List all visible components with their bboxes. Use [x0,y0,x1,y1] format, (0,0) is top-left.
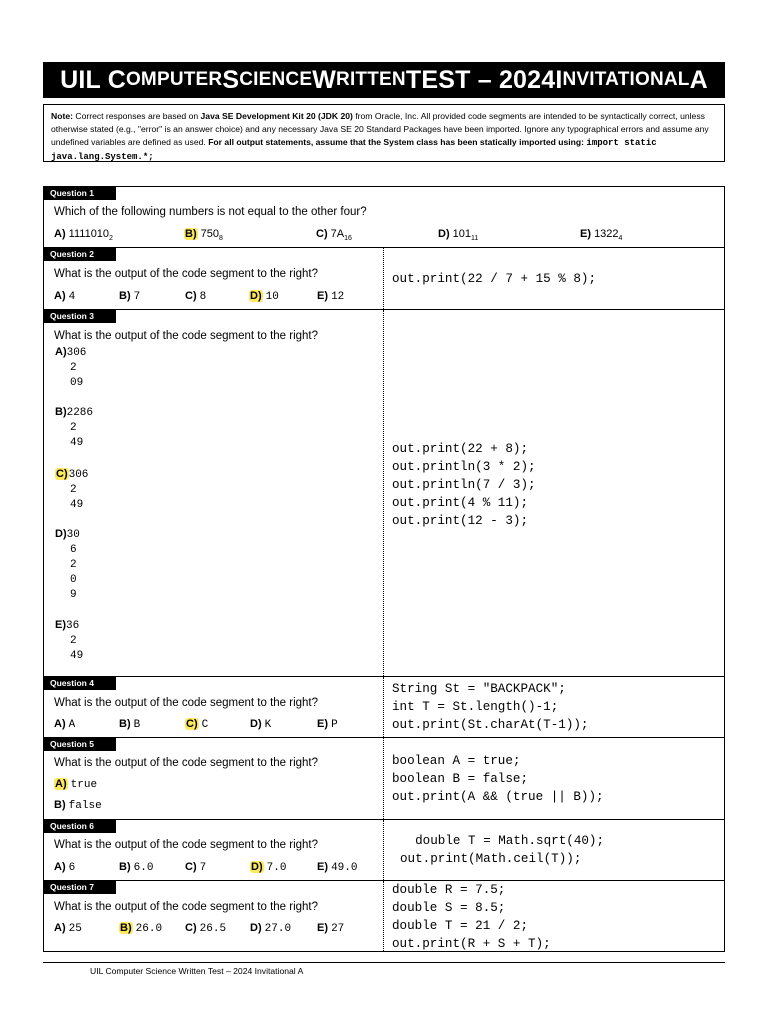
question-label: Question 2 [44,248,116,261]
answer-a [54,718,75,731]
code-segment: double R = 7.5; double S = 8.5; double T = 21 / 2; out.print(R + S + T); [392,883,551,951]
answer-d [249,290,279,303]
page-footer: UIL Computer Science Written Test – 2024 Invitational A [90,966,304,976]
title-part: CIENCE [239,69,313,90]
answer-letter: A) [54,922,66,934]
answer-line: 49 [70,650,84,662]
answer-letter: A) [54,290,66,302]
answer-value: 27 [331,923,345,935]
answer-line: 2 [70,362,77,374]
answer-b [119,922,162,935]
answer-line: 6 [70,544,77,556]
answer-line: 2286 [66,407,94,419]
question-label: Question 1 [44,187,116,200]
answer-letter: D) [55,528,67,540]
title-part: NVITATIONAL [562,69,690,90]
note-label: Note: [51,111,73,121]
answer-line: 2 [70,484,77,496]
answer-c [185,861,206,874]
answer-letter: B) [119,861,131,873]
code-segment: double T = Math.sqrt(40); out.print(Math.ceil(T)); [400,834,605,866]
question-1 [43,186,725,248]
answer-c [316,228,352,242]
answer-e [317,922,344,935]
answer-letter: B) [55,406,67,418]
answer-base: 8 [219,235,223,243]
answer-letter: A) [54,228,66,240]
question-5 [43,737,725,820]
column-divider [383,820,384,880]
answer-letter-selected: C) [56,468,68,480]
answer-e [317,718,338,731]
column-divider [383,310,384,676]
answer-letter: B) [119,718,131,730]
answer-line: 2 [70,559,77,571]
column-divider [383,248,384,309]
note-code: import static java.lang.System.*; [51,138,657,162]
answer-letter: C) [185,922,197,934]
answer-letter: A) [54,718,66,730]
answer-a [54,778,97,791]
answer-e [580,228,622,242]
answer-d [55,527,80,603]
answer-value: A [68,719,76,731]
answer-letter: E) [55,619,66,631]
answer-letter: A) [55,346,67,358]
answer-letter-selected: A) [55,778,67,790]
title-part: W [312,65,337,94]
question-7 [43,880,725,952]
question-text: What is the output of the code segment to the right? [54,697,319,709]
answer-letter-selected: D) [251,861,263,873]
question-text: What is the output of the code segment to the right? [54,268,319,280]
question-3 [43,309,725,677]
answer-value: 7.0 [266,862,287,874]
answer-letter: D) [250,922,262,934]
answer-value: 101 [452,228,472,240]
answer-c [185,290,206,303]
code-segment: boolean A = true; boolean B = false; out.print(A && (true || B)); [392,754,604,804]
answer-value: 6.0 [133,862,154,874]
answer-a [54,228,113,242]
title-part: EST – 2024 [421,65,556,94]
column-divider [383,881,384,951]
answer-letter-selected: B) [120,922,132,934]
answer-letter-selected: D) [250,290,262,302]
answer-value: 1111010 [68,228,110,240]
answer-value: K [264,719,272,731]
answer-line: 0 [70,574,77,586]
answer-value: 7 [133,291,141,303]
code-segment: out.print(22 / 7 + 15 % 8); [392,272,597,286]
answer-value: 6 [68,862,76,874]
note-bold: For all output statements, assume that the System class has been statically imported using: [208,137,585,147]
answer-line: 30 [66,529,80,541]
answer-value: P [331,719,338,731]
answer-value: 27.0 [264,923,292,935]
answer-line: 306 [66,347,87,359]
answer-line: 49 [70,437,84,449]
answer-d [250,861,286,874]
answer-b [119,718,140,731]
answer-a [54,861,75,874]
code-segment: out.print(22 + 8); out.println(3 * 2); out.println(7 / 3); out.print(4 % 11); out.print(12 - 3); [392,442,536,528]
answer-value: 49.0 [331,862,358,874]
title-part: T [405,65,422,94]
column-divider [383,738,384,819]
answer-letter: E) [317,718,328,730]
answer-letter: B) [54,799,66,811]
answer-letter: E) [317,861,328,873]
question-text: What is the output of the code segment to the right? [54,757,319,769]
title-part: I [555,65,563,94]
footer-divider [43,962,725,963]
question-text: What is the output of the code segment to the right? [54,839,319,851]
answer-line: 2 [70,422,77,434]
page-title [43,62,725,98]
answer-d [250,718,271,731]
answer-line: 36 [66,620,80,632]
answer-letter: D) [438,228,450,240]
answer-letter: D) [250,718,262,730]
answer-value: C [201,719,209,731]
title-part: OMPUTER [125,69,223,90]
answer-c [185,718,208,731]
answer-value: 26.5 [199,923,227,935]
note-text: from Oracle, Inc. All provided code segments are intended to be syntactically correct, unless otherwise stated (e.g., "error" is an answer choice) and any necessary Java SE 20 Standard Packages have been imported. Ignore any typographical errors and assume any undefined variables are defined as used. [51,111,709,147]
answer-b [54,799,102,812]
answer-a [54,290,75,303]
answer-value: 12 [331,291,345,303]
code-segment: String St = "BACKPACK"; int T = St.length()-1; out.print(St.charAt(T-1)); [392,682,589,732]
answer-base: 16 [344,235,352,243]
answer-value: 750 [200,228,220,240]
answer-b [119,290,140,303]
column-divider [383,677,384,737]
question-label: Question 6 [44,820,116,833]
answer-letter-selected: C) [186,718,198,730]
answer-c [185,922,226,935]
question-label: Question 3 [44,310,116,323]
answer-line: 9 [70,589,77,601]
answer-line: 09 [70,377,84,389]
answer-b [184,228,223,242]
answer-letter: E) [580,228,591,240]
answer-value: 8 [199,291,207,303]
question-text: What is the output of the code segment to the right? [54,901,319,913]
instructions-note [43,104,725,162]
answer-letter: C) [316,228,328,240]
question-4 [43,676,725,738]
answer-letter: B) [119,290,131,302]
question-label: Question 7 [44,881,116,894]
answer-c [55,467,88,513]
answer-letter: E) [317,290,328,302]
question-label: Question 5 [44,738,116,751]
answer-line: 2 [70,635,77,647]
answer-value: B [133,719,141,731]
answer-base: 11 [471,235,479,243]
answer-letter: C) [185,290,197,302]
answer-letter-selected: B) [185,228,197,240]
answer-value: 26.0 [135,923,163,935]
answer-e [55,618,83,664]
answer-b [55,405,93,451]
answer-b [119,861,153,874]
title-part: RITTEN [336,69,406,90]
answer-value: 1322 [594,228,619,240]
question-6 [43,819,725,881]
note-bold: Java SE Development Kit 20 (JDK 20) [200,111,353,121]
answer-base: 2 [109,235,113,243]
answer-a [55,345,86,391]
answer-letter: C) [185,861,197,873]
answer-e [317,290,344,303]
answer-d [438,228,478,242]
answer-value: 4 [68,291,76,303]
title-part: S [222,65,240,94]
title-part: A [689,65,708,94]
answer-d [250,922,291,935]
answer-value: 7 [199,862,207,874]
answer-a [54,922,82,935]
answer-value: false [68,800,102,812]
note-text: Correct responses are based on [72,111,201,121]
question-text: What is the output of the code segment to the right? [54,330,319,342]
answer-value: true [70,779,98,791]
answer-letter: A) [54,861,66,873]
answer-line: 49 [70,499,84,511]
answer-value: 25 [68,923,82,935]
answer-e [317,861,357,874]
title-part: UIL C [60,65,126,94]
question-2 [43,247,725,310]
answer-letter: E) [317,922,328,934]
answer-line: 306 [68,469,89,481]
answer-base: 4 [618,235,623,243]
question-label: Question 4 [44,677,116,690]
question-text: Which of the following numbers is not equal to the other four? [54,206,367,218]
answer-value: 7A [330,228,345,240]
answer-value: 10 [265,291,279,303]
